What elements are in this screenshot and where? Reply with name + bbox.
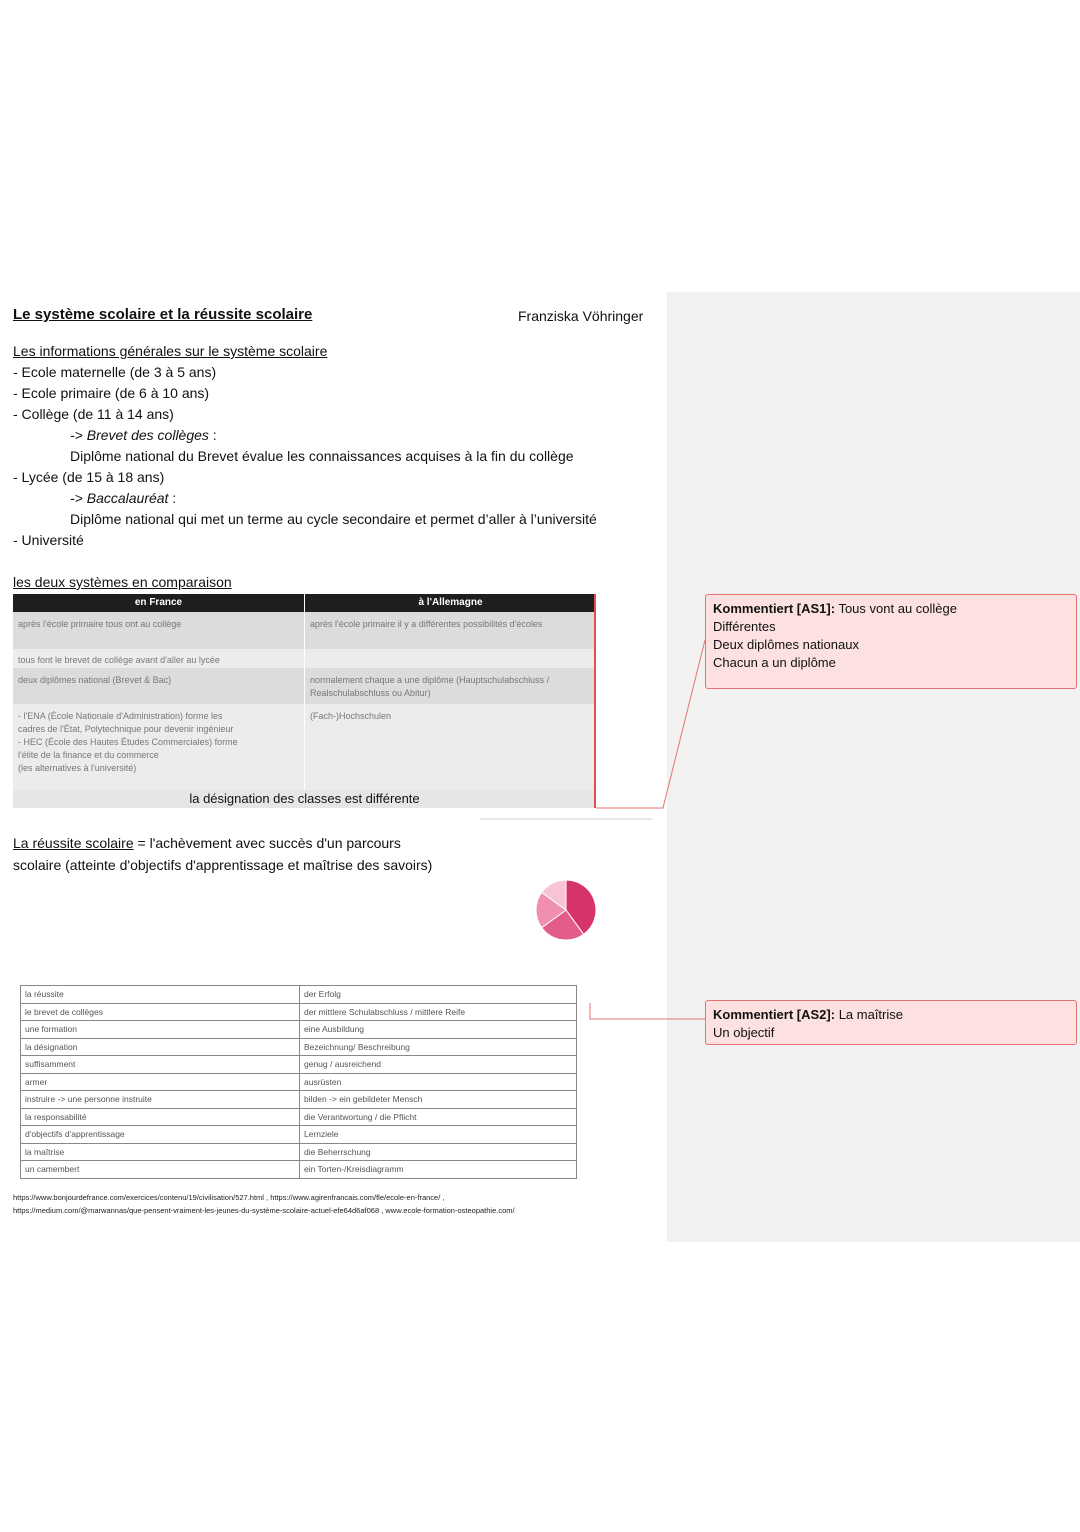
author-name: Franziska Vöhringer (518, 308, 644, 324)
success-line2: scolaire (atteinte d'objectifs d'apprentissage et maîtrise des savoirs) (13, 857, 433, 873)
vocab-german: der mittlere Schulabschluss / mittlere Reife (300, 1003, 577, 1021)
vocab-german: eine Ausbildung (300, 1021, 577, 1039)
list-item: - Ecole maternelle (de 3 à 5 ans) (13, 364, 217, 380)
table-row (21, 986, 577, 1004)
comment-as1[interactable] (705, 594, 1077, 689)
table-row (21, 1126, 577, 1144)
vocab-french: une formation (21, 1021, 300, 1039)
comment-label: Kommentiert [AS2]: (713, 1007, 836, 1022)
comment-line (713, 1006, 1069, 1024)
vocab-german: die Beherrschung (300, 1143, 577, 1161)
comparison-heading: les deux systèmes en comparaison (13, 574, 232, 590)
general-heading: Les informations générales sur le système scolaire (13, 343, 328, 359)
vocab-german: bilden -> ein gebildeter Mensch (300, 1091, 577, 1109)
column-divider (304, 594, 305, 790)
cell-germany: après l'école primaire il y a différentes possibilités d'écoles (310, 619, 543, 629)
header-france: en France (13, 594, 304, 612)
cell-france: tous font le brevet de collège avant d'aller au lycée (18, 655, 220, 665)
list-item: - Collège (de 11 à 14 ans) (13, 406, 174, 422)
comment-line: Deux diplômes nationaux (713, 637, 859, 652)
reference-line: https://www.bonjourdefrance.com/exercices/contenu/19/civilisation/527.html , https://www.agirenfrancais.com/fle/ecole-en-france/ , (13, 1193, 445, 1202)
comparison-footer: la désignation des classes est différente (13, 790, 596, 808)
table-row (21, 1073, 577, 1091)
table-row (21, 1143, 577, 1161)
bac-label: -> Baccalauréat (70, 490, 169, 506)
vocab-german: genug / ausreichend (300, 1056, 577, 1074)
comment-anchor-bar (594, 594, 596, 808)
list-item: - Université (13, 532, 84, 548)
comment-line: Différentes (713, 619, 776, 634)
comment-line (713, 600, 1069, 618)
document-title: Le système scolaire et la réussite scolaire (13, 306, 313, 323)
comment-line: Un objectif (713, 1025, 775, 1040)
brevet-line (70, 427, 217, 443)
bac-line (70, 490, 176, 506)
vocab-french: un camembert (21, 1161, 300, 1179)
comment-label: Kommentiert [AS1]: (713, 601, 836, 616)
brevet-label: -> Brevet des collèges (70, 427, 209, 443)
cell-line: (les alternatives à l'université) (18, 763, 137, 773)
comment-line: Chacun a un diplôme (713, 655, 836, 670)
pie-chart (478, 815, 658, 980)
vocab-french: le brevet de collèges (21, 1003, 300, 1021)
bac-description: Diplôme national qui met un terme au cycle secondaire et permet d’aller à l’université (70, 511, 597, 527)
comment-text: Tous vont au collège (835, 601, 957, 616)
table-row (21, 1021, 577, 1039)
vocab-french: suffisamment (21, 1056, 300, 1074)
vocab-german: ein Torten-/Kreisdiagramm (300, 1161, 577, 1179)
vocab-german: Lernziele (300, 1126, 577, 1144)
table-row (21, 1091, 577, 1109)
vocab-french: d'objectifs d'apprentissage (21, 1126, 300, 1144)
brevet-colon: : (208, 427, 217, 443)
table-row (21, 1108, 577, 1126)
comparison-table (13, 594, 596, 808)
cell-line: l'élite de la finance et du commerce (18, 750, 159, 760)
vocab-table (20, 985, 577, 1179)
brevet-description: Diplôme national du Brevet évalue les connaissances acquises à la fin du collège (70, 448, 574, 464)
comment-as2[interactable] (705, 1000, 1077, 1045)
success-definition: = l'achèvement avec succès d'un parcours (133, 835, 401, 851)
cell-line: - l'ENA (École Nationale d'Administration) forme les (18, 711, 223, 721)
vocab-german: Bezeichnung/ Beschreibung (300, 1038, 577, 1056)
success-term: La réussite scolaire (13, 835, 134, 851)
vocab-french: la désignation (21, 1038, 300, 1056)
cell-line: - HEC (École des Hautes Études Commerciales) forme (18, 737, 238, 747)
table-row (21, 1161, 577, 1179)
vocab-french: armer (21, 1073, 300, 1091)
vocab-french: instruire -> une personne instruite (21, 1091, 300, 1109)
vocab-french: la réussite (21, 986, 300, 1004)
list-item: - Lycée (de 15 à 18 ans) (13, 469, 165, 485)
vocab-german: der Erfolg (300, 986, 577, 1004)
comment-text: La maîtrise (835, 1007, 903, 1022)
cell-line: cadres de l'État, Polytechnique pour devenir ingénieur (18, 724, 234, 734)
vocab-french: la responsabilité (21, 1108, 300, 1126)
table-row (21, 1003, 577, 1021)
table-row (21, 1056, 577, 1074)
cell-germany: (Fach-)Hochschulen (310, 711, 392, 721)
cell-germany: normalement chaque a une diplôme (Hauptschulabschluss / Realschulabschluss ou Abitur) (310, 675, 550, 698)
vocab-german: ausrüsten (300, 1073, 577, 1091)
cell-france (18, 710, 303, 775)
vocab-french: la maîtrise (21, 1143, 300, 1161)
references (13, 1191, 515, 1217)
success-line1 (13, 835, 401, 851)
list-item: - Ecole primaire (de 6 à 10 ans) (13, 385, 210, 401)
cell-france: après l'école primaire tous ont au collège (18, 619, 182, 629)
cell-france: deux diplômes national (Brevet & Bac) (18, 675, 172, 685)
header-germany: à l'Allemagne (305, 594, 596, 612)
vocab-german: die Verantwortung / die Pflicht (300, 1108, 577, 1126)
reference-line: https://medium.com/@marwannas/que-pensent-vraiment-les-jeunes-du-système-scolaire-actuel-efe64d6af068 , www.ecole-formation-osteopathie.com/ (13, 1206, 515, 1215)
table-row (21, 1038, 577, 1056)
bac-colon: : (168, 490, 177, 506)
